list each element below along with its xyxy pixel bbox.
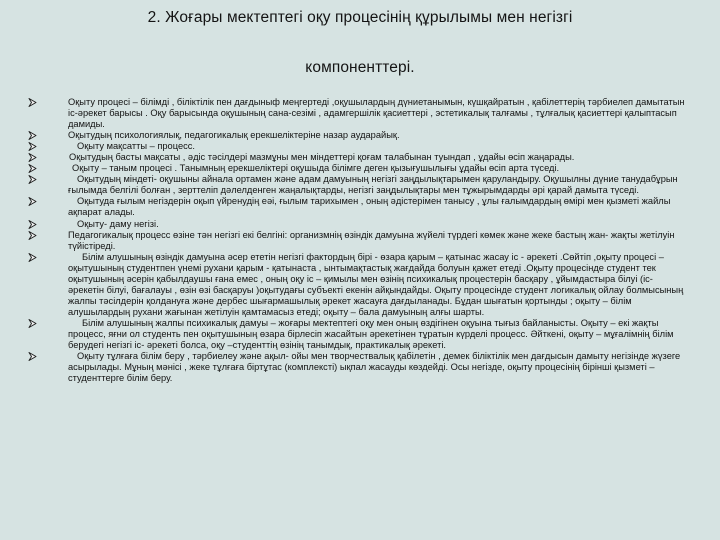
bullet-item — [28, 163, 688, 174]
right-arrow-bullet-icon — [28, 164, 37, 173]
slide-title-line-2: компоненттері. — [305, 59, 415, 76]
bullet-text: Оқыту процесі – білімді , біліктілік пен дағдыныф меңгертеді ,оқушылардың дүниетанымын, күшқайратын , қабілеттерің тәрбиелеп дамытатын іс-әрекет барысы . Оқу барысында оқушының сана-сезімі , адамгершілік қасиеттері , эстетикалық талғамы , тұлғалық қасиеттері қалыптасып дамиды. — [68, 97, 685, 130]
right-arrow-bullet-icon — [28, 131, 37, 140]
bullet-text: Оқытудың психологиялық, педагогикалық ерекшеліктеріне назар аударайық. — [68, 130, 400, 141]
bullet-item — [28, 152, 688, 163]
right-arrow-bullet-icon — [28, 352, 37, 361]
bullet-text: Оқыту- даму негізі. — [77, 218, 159, 229]
bullet-item — [28, 196, 688, 218]
bullet-item — [28, 97, 688, 130]
right-arrow-bullet-icon — [28, 153, 37, 162]
bullet-item — [28, 351, 688, 384]
right-arrow-bullet-icon — [28, 253, 37, 262]
right-arrow-bullet-icon — [28, 98, 37, 107]
bullet-text: Оқыту тұлғаға білім беру , тəрбиелеу жəне ақыл- ойы мен творчествалық қабілетін , демек біліктілік мен дағдысын дамыту негізінде жүзеге асырылады. Мұның мəнісі , жеке тұлғаға біртұтас (комплексті) ықпал жасауды көздейді. Осы негізде, оқыту процесінің бірінші қызметі – студенттерге білім беру. — [68, 351, 681, 384]
bullet-item — [28, 252, 688, 318]
bullet-item — [28, 141, 688, 152]
bullet-text: Білім алушының жалпы психикалық дамуы – жоғары мектептегі оқу мен оның өздігінен оқуына тығыз байланысты. Оқыту – екі жақты процесс, яғни ол студенть пен оқытушының өзара бірлесіп жасайтын əрекетінен тұратын күрделі процесс. Əйткені, оқыту – мұғалімнің білім берудегі негізгі іс- əрекеті болса, оқу –студенттің өзінің танымдық, практикалық əрекеті. — [68, 317, 674, 351]
bullet-text: Оқыту – таным процесі . Танымның ерекшеліктері оқушыда білімге деген қызығушылығы ұдайы өсіп арта түседі. — [72, 163, 560, 174]
right-arrow-bullet-icon — [28, 197, 37, 206]
bullet-item — [28, 219, 688, 230]
right-arrow-bullet-icon — [28, 231, 37, 240]
bullet-item — [28, 174, 688, 196]
right-arrow-bullet-icon — [28, 319, 37, 328]
right-arrow-bullet-icon — [28, 142, 37, 151]
bullet-item — [28, 230, 688, 252]
bullet-text: Оқытудың басты мақсаты , әдіс тәсілдері мазмұны мен міндеттері қоғам талабынан туындап , ұдайы өсіп жаңарады. — [69, 152, 575, 163]
right-arrow-bullet-icon — [28, 220, 37, 229]
bullet-text: Білім алушының өзіндік дамуына əсер ететін негізгі фактордың бірі - өзара қарым – қатынас жасау іс - әрекеті .Сөйтіп ,оқыту процесі – оқытушының студентпен үнемі рухани қарым - қатынаста , ынтымақтастық жағдайда болуын қажет етеді .Оқыту процесінде студент тек оқытушының əсерін қабылдаушы ғана емес , оның оқу іс – қимылы мен өзінің психикалық процестерін басқару , ұйымдастыра білуі (іс- әрекетін білуі, бағалауы , өзін өзі басқаруы )оқытудағы субъекті екенін айқындайды. Оқыту процесінде студент логикалық ойлау болмысының жалпы тəсілдерін қолдануға жəне дербес шығармашылық əрекет жасауға дағдыланады. Бұдан шығатын қортынды ; оқыту – білім алушылардың рухани жағынан жетілуін қамтамасыз етеді; оқыту – бала дамуының алғы шарты. — [68, 251, 684, 317]
bullet-item — [28, 318, 688, 351]
bullet-list — [28, 97, 688, 384]
right-arrow-bullet-icon — [28, 175, 37, 184]
bullet-item — [28, 130, 688, 141]
bullet-text: Оқытуда ғылым негіздерін оқып үйренудің еəі, ғылым тарихымен , оның əдістерімен танысу , ұлы ғалымдардың өмірі мен қызметі жайлы ақпарат алады. — [68, 196, 671, 218]
bullet-text: Педагогикалық процесс өзіне тəн негізгі екі белгіні: организмнің өзіндік дамуына жүйелі түрдегі көмек және жеке бастың жан- жақты жетілуін түйістіреді. — [68, 229, 675, 251]
bullet-text: Оқытудың міндеті- оқушыны айнала ортамен және адам дамуының негізгі заңдылықтарымен қаруландыру. Оқушылны дүние танудабұрын ғылымда белгілі болған , зерттеліп дәлелденген жаңалықтарды, негізгі заңдылықтары мен тұжырымдарды əрі қарай дамыта түседі. — [68, 174, 678, 196]
slide-title-line-1: 2. Жоғары мектептегі оқу процесінің құрылымы мен негізгі — [147, 9, 573, 26]
bullet-text: Оқыту мақсатты – процесс. — [77, 141, 195, 152]
